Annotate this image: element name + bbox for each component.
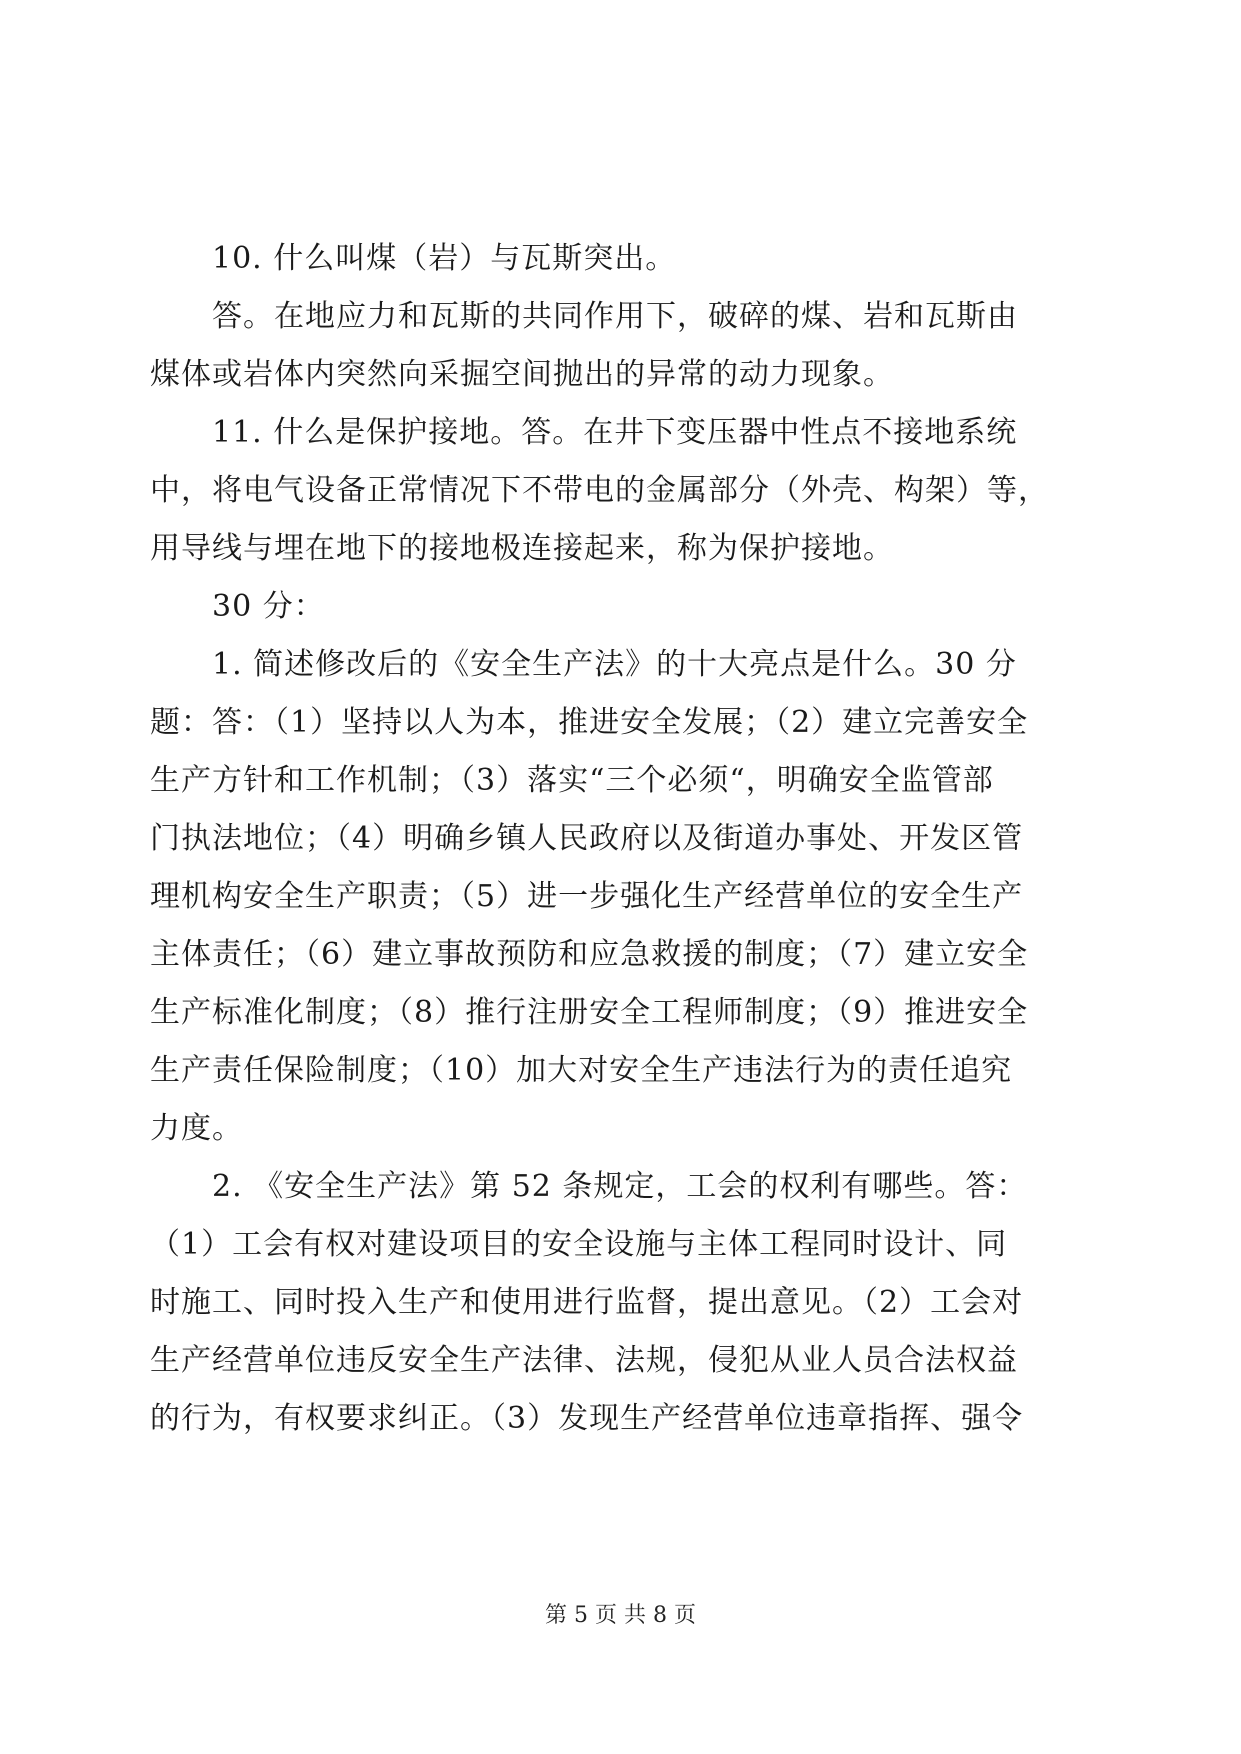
page-number: 第 5 页 共 8 页: [545, 1603, 696, 1628]
text-line: 生产标准化制度；（8）推行注册安全工程师制度；（9）推进安全: [150, 995, 1029, 1030]
text-line: 10. 什么叫煤（岩）与瓦斯突出。: [150, 241, 677, 276]
text-line: 煤体或岩体内突然向采掘空间抛出的异常的动力现象。: [150, 357, 894, 392]
text-line: 生产经营单位违反安全生产法律、法规，侵犯从业人员合法权益: [150, 1343, 1018, 1378]
text-line: 题：答：（1）坚持以人为本，推进安全发展；（2）建立完善安全: [150, 705, 1029, 740]
text-line: 2. 《安全生产法》第 52 条规定，工会的权利有哪些。答：: [150, 1169, 1028, 1204]
text-line: 时施工、同时投入生产和使用进行监督，提出意见。（2）工会对: [150, 1285, 1024, 1320]
text-line: 门执法地位；（4）明确乡镇人民政府以及街道办事处、开发区管: [150, 821, 1024, 856]
text-line: 生产责任保险制度；（10）加大对安全生产违法行为的责任追究: [150, 1053, 1013, 1088]
text-line: 用导线与埋在地下的接地极连接起来，称为保护接地。: [150, 531, 894, 566]
text-line: 中，将电气设备正常情况下不带电的金属部分（外壳、构架）等，: [150, 473, 1049, 508]
text-line: 理机构安全生产职责；（5）进一步强化生产经营单位的安全生产: [150, 879, 1024, 914]
text-line: 11. 什么是保护接地。答。在井下变压器中性点不接地系统: [150, 415, 1018, 450]
page-footer: [0, 1602, 1241, 1630]
text-line: 生产方针和工作机制；（3）落实“三个必须“，明确安全监管部: [150, 763, 994, 798]
text-line: 答。在地应力和瓦斯的共同作用下，破碎的煤、岩和瓦斯由: [150, 299, 1018, 334]
text-line: （1）工会有权对建设项目的安全设施与主体工程同时设计、同: [150, 1227, 1008, 1262]
text-line: 力度。: [150, 1111, 243, 1146]
text-line: 的行为，有权要求纠正。（3）发现生产经营单位违章指挥、强令: [150, 1401, 1024, 1436]
text-line: 1. 简述修改后的《安全生产法》的十大亮点是什么。30 分: [150, 647, 1017, 682]
document-body: [150, 230, 1082, 1448]
text-line: 30 分：: [150, 589, 325, 624]
text-line: 主体责任；（6）建立事故预防和应急救援的制度；（7）建立安全: [150, 937, 1029, 972]
